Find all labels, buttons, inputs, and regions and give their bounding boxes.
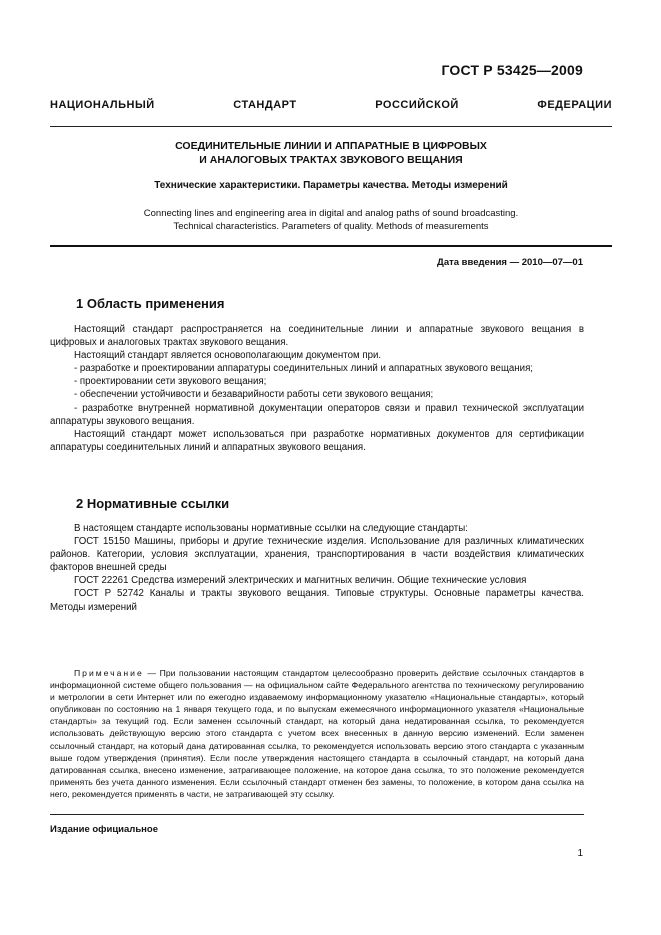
section-2-heading: 2 Нормативные ссылки <box>76 496 230 511</box>
section-1-list-item: - разработке внутренней нормативной документации операторов связи и правил технической эксплуатации аппаратуры звукового вещания. <box>50 402 584 427</box>
note-block <box>50 667 584 800</box>
reference-gost-15150: ГОСТ 15150 Машины, приборы и другие технические изделия. Использование для различных климатических районов. Категории, условия эксплуатации, хранения, транспортирования в части воздействия климатических факторов внешней среды <box>50 536 584 574</box>
section-1-paragraph: Настоящий стандарт распространяется на соединительные линии и аппаратные звукового вещания в цифровых и аналоговых трактах звукового вещания. <box>50 324 584 349</box>
section-1-paragraph: Настоящий стандарт является основополагающим документом при. <box>74 350 382 362</box>
title-divider <box>50 245 612 247</box>
top-divider <box>50 126 612 127</box>
section-1-heading: 1 Область применения <box>76 296 225 311</box>
edition-label: Издание официальное <box>50 824 158 835</box>
english-title <box>50 207 612 233</box>
section-1-list-item: - проектировании сети звукового вещания; <box>74 376 267 388</box>
english-title-line-2: Technical characteristics. Parameters of quality. Methods of measurements <box>173 221 489 232</box>
english-title-line-1: Connecting lines and engineering area in digital and analog paths of sound broadcasting. <box>143 208 519 219</box>
section-2-body <box>50 522 584 614</box>
section-1-list-item: - обеспечении устойчивости и безаварийности работы сети звукового вещания; <box>74 389 434 401</box>
document-subtitle: Технические характеристики. Параметры качества. Методы измерений <box>154 180 508 191</box>
reference-gost-r-52742: ГОСТ Р 52742 Каналы и тракты звукового вещания. Типовые структуры. Основные параметры качества. Методы измерений <box>50 588 584 613</box>
section-1-body <box>50 323 584 454</box>
footer-divider <box>50 814 584 815</box>
note-paragraph <box>50 667 584 800</box>
section-1-paragraph: Настоящий стандарт может использоваться при разработке нормативных документов для сертификации аппаратуры соединительных линий и аппаратных звукового вещания. <box>50 428 584 453</box>
page-number: 1 <box>577 848 583 859</box>
title-line-2: И АНАЛОГОВЫХ ТРАКТАХ ЗВУКОВОГО ВЕЩАНИЯ <box>199 154 463 166</box>
note-label: Примечание <box>74 668 144 678</box>
section-2-paragraph: В настоящем стандарте использованы нормативные ссылки на следующие стандарты: <box>74 523 468 534</box>
document-title <box>50 139 612 167</box>
reference-gost-22261: ГОСТ 22261 Средства измерений электрических и магнитных величин. Общие технические условия <box>74 575 527 587</box>
title-line-1: СОЕДИНИТЕЛЬНЫЕ ЛИНИИ И АППАРАТНЫЕ В ЦИФРОВЫХ <box>175 140 487 152</box>
section-1-list-item: - разработке и проектировании аппаратуры соединительных линий и аппаратных звукового вещания; <box>74 363 533 375</box>
note-text: — При пользовании настоящим стандартом целесообразно проверить действие ссылочных стандартов в информационной системе общего пользования — на официальном сайте Федерального агентства по техническому регулированию и метрологии в сети Интернет или по ежегодно издаваемому информационному указателю «Национальные стандарты», который опубликован по состоянию на 1 января текущего года, и по выпускам ежемесячного информационного указателя «Национальные стандарты» за текущий год. Если заменен ссылочный стандарт, на который дана недатированная ссылка, то рекомендуется использовать действующую версию этого стандарта с учетом всех внесенных в данную версию изменений. Если заменен ссылочный стандарт, на который дана датированная ссылка, то рекомендуется использовать версию этого стандарта с указанным выше годом утверждения (принятия). Если после утверждения настоящего стандарта в ссылочный стандарт, на который дана датированная ссылка, внесено изменение, затрагивающее положение, на которое дана ссылка, то это положение рекомендуется применять без учета данного изменения. Если ссылочный стандарт отменен без замены, то положение, в котором дана ссылка на него, рекомендуется применять в части, не затрагивающей эту ссылку. <box>50 668 584 799</box>
introduction-date: Дата введения — 2010—07—01 <box>437 257 583 268</box>
standard-code: ГОСТ Р 53425—2009 <box>441 62 583 78</box>
national-standard-banner: НАЦИОНАЛЬНЫЙ СТАНДАРТ РОССИЙСКОЙ ФЕДЕРАЦИИ <box>50 99 612 111</box>
